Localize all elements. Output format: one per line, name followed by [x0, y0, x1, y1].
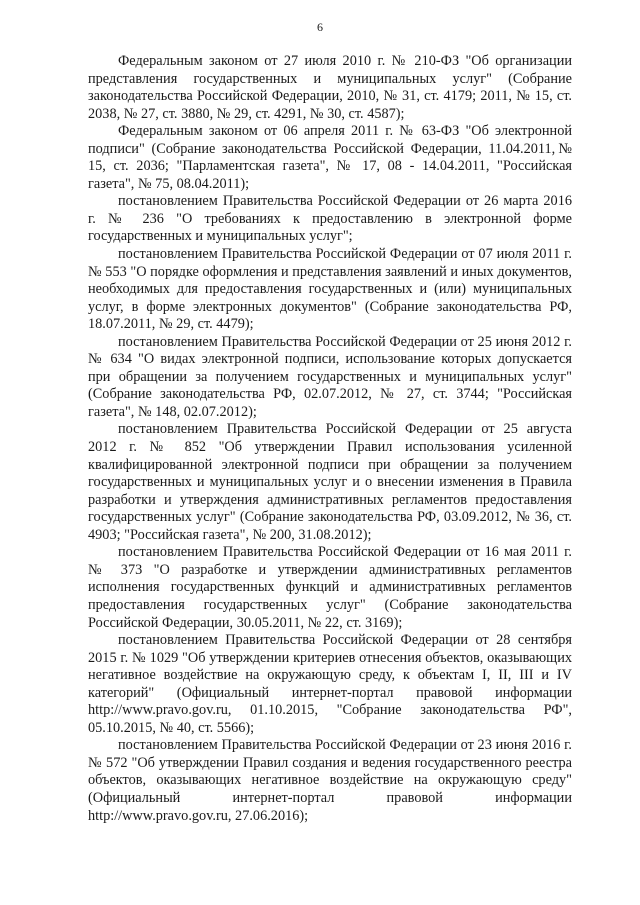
legal-basis-item-decree-852: постановлением Правительства Российской Федерации от 25 августа 2012 г. № 852 "Об утверждении Правил использования усиленной квалифицированной электронной подписи при обращении за получением государственных и муниципальных услуг и о внесении изменения в Правила разработки и утверждения административных регламентов предоставления государственных услуг" (Собрание законодательства РФ, 03.09.2012, № 36, ст. 4903; "Российская газета", № 200, 31.08.2012);	[88, 421, 572, 543]
legal-basis-item-decree-1029: постановлением Правительства Российской Федерации от 28 сентября 2015 г. № 1029 "Об утверждении критериев отнесения объектов, оказывающих негативное воздействие на окружающую среду, к объектам I, II, III и IV категорий" (Официальный интернет-портал правовой информации http://www.pravo.gov.ru, 01.10.2015, "Собрание законодательства РФ", 05.10.2015, № 40, ст. 5566);	[88, 632, 572, 736]
legal-basis-item-decree-373: постановлением Правительства Российской Федерации от 16 мая 2011 г. № 373 "О разработке и утверждении административных регламентов исполнения государственных функций и административных регламентов предоставления государственных услуг" (Собрание законодательства Российской Федерации, 30.05.2011, № 22, ст. 3169);	[88, 544, 572, 631]
legal-basis-item-federal-law-210: Федеральным законом от 27 июля 2010 г. № 210-ФЗ "Об организации представления государственных и муниципальных услуг" (Собрание законодательства Российской Федерации, 2010, № 31, ст. 4179; 2011, № 15, ст. 2038, № 27, ст. 3880, № 29, ст. 4291, № 30, ст. 4587);	[88, 53, 572, 122]
legal-basis-item-decree-553: постановлением Правительства Российской Федерации от 07 июля 2011 г. № 553 "О порядке оформления и представления заявлений и иных документов, необходимых для предоставления государственных и (или) муниципальных услуг, в форме электронных документов" (Собрание законодательства РФ, 18.07.2011, № 29, ст. 4479);	[88, 246, 572, 333]
legal-basis-item-decree-236: постановлением Правительства Российской Федерации от 26 марта 2016 г. № 236 "О требованиях к предоставлению в электронной форме государственных и муниципальных услуг";	[88, 193, 572, 245]
legal-basis-item-decree-634: постановлением Правительства Российской Федерации от 25 июня 2012 г. № 634 "О видах электронной подписи, использование которых допускается при обращении за получением государственных и муниципальных услуг" (Собрание законодательства РФ, 02.07.2012, № 27, ст. 3744; "Российская газета", № 148, 02.07.2012);	[88, 333, 572, 420]
legal-basis-item-decree-572: постановлением Правительства Российской Федерации от 23 июня 2016 г. № 572 "Об утверждении Правил создания и ведения государственного реестра объектов, оказывающих негативное воздействие на окружающую среду" (Официальный интернет-портал правовой информации http://www.pravo.gov.ru, 27.06.2016);	[88, 737, 572, 824]
page-number: 6	[317, 20, 323, 34]
legal-basis-item-federal-law-63: Федеральным законом от 06 апреля 2011 г. № 63-ФЗ "Об электронной подписи" (Собрание законодательства Российской Федерации, 11.04.2011,№ 15, ст. 2036; "Парламентская газета", № 17, 08 - 14.04.2011, "Российская газета", № 75, 08.04.2011);	[88, 123, 572, 192]
legal-basis-list	[88, 53, 572, 825]
